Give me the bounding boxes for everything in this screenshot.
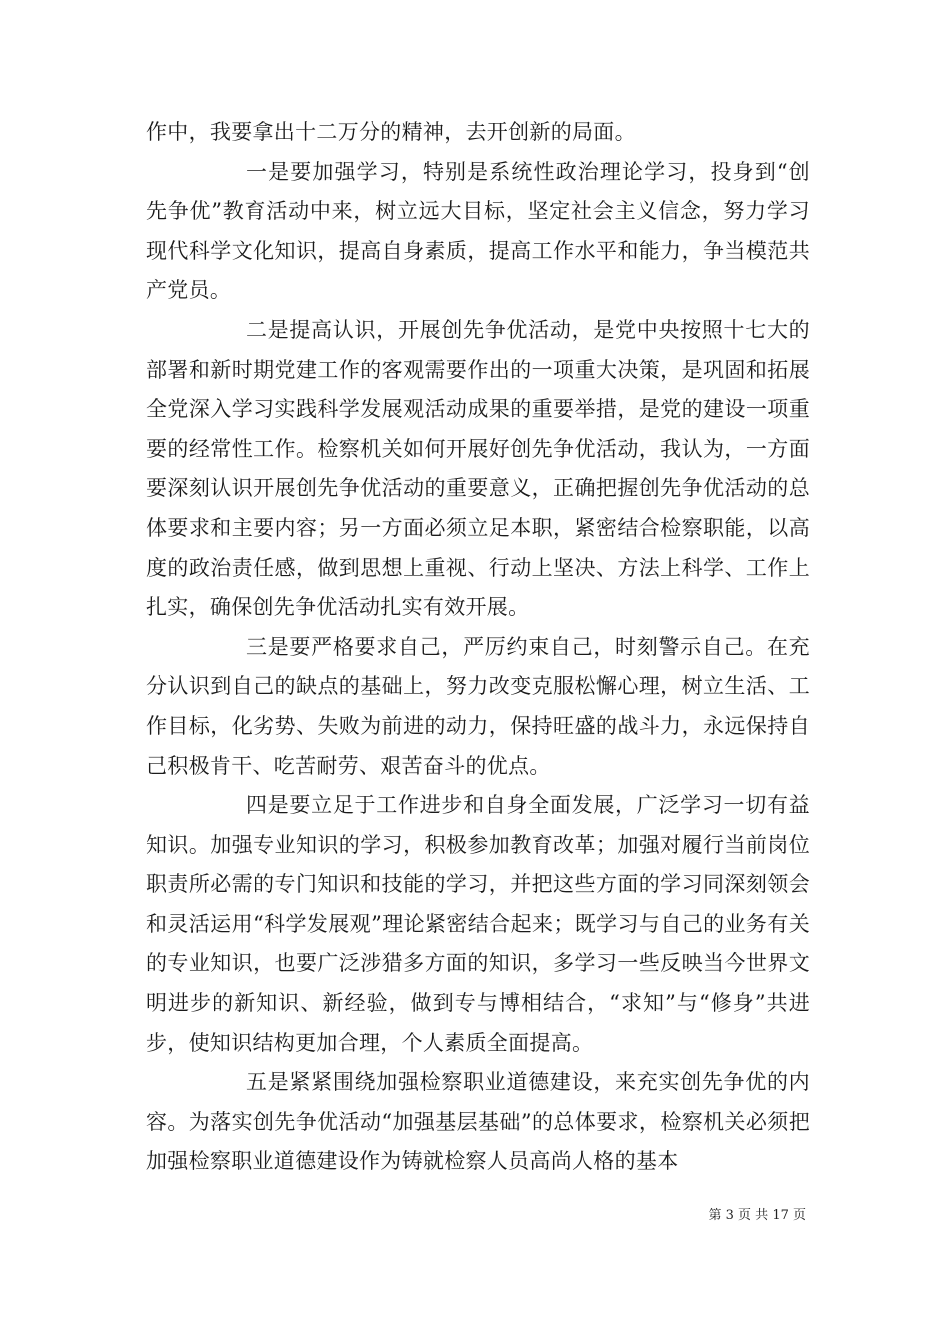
paragraph-continuation: 作中，我要拿出十二万分的精神，去开创新的局面。 xyxy=(146,120,636,144)
paragraph-point-four: 四是要立足于工作进步和自身全面发展，广泛学习一切有益知识。加强专业知识的学习，积极参加教育改革；加强对履行当前岗位职责所必需的专门知识和技能的学习，并把这些方面的学习同深刻领会和灵活运用“科学发展观”理论紧密结合起来；既学习与自己的业务有关的专业知识，也要广泛涉猎多方面的知识，多学习一些反映当今世界文明进步的新知识、新经验，做到专与博相结合，“求知”与“修身”共进步，使知识结构更加合理，个人素质全面提高。 xyxy=(146,793,810,1055)
paragraph-point-five: 五是紧紧围绕加强检察职业道德建设，来充实创先争优的内容。为落实创先争优活动“加强基层基础”的总体要求，检察机关必须把加强检察职业道德建设作为铸就检察人员高尚人格的基本 xyxy=(146,1070,810,1174)
page-number-footer: 第 3 页 共 17 页 xyxy=(708,1208,806,1223)
paragraph-point-one: 一是要加强学习，特别是系统性政治理论学习，投身到“创先争优”教育活动中来，树立远大目标，坚定社会主义信念，努力学习现代科学文化知识，提高自身素质，提高工作水平和能力，争当模范共产党员。 xyxy=(146,159,810,303)
paragraph-point-three: 三是要严格要求自己，严厉约束自己，时刻警示自己。在充分认识到自己的缺点的基础上，努力改变克服松懈心理，树立生活、工作目标，化劣势、失败为前进的动力，保持旺盛的战斗力，永远保持自己积极肯干、吃苦耐劳、艰苦奋斗的优点。 xyxy=(146,634,810,778)
document-body xyxy=(146,113,810,1182)
paragraph-point-two: 二是提高认识，开展创先争优活动，是党中央按照十七大的部署和新时期党建工作的客观需要作出的一项重大决策，是巩固和拓展全党深入学习实践科学发展观活动成果的重要举措，是党的建设一项重要的经常性工作。检察机关如何开展好创先争优活动，我认为，一方面要深刻认识开展创先争优活动的重要意义，正确把握创先争优活动的总体要求和主要内容；另一方面必须立足本职，紧密结合检察职能，以高度的政治责任感，做到思想上重视、行动上坚决、方法上科学、工作上扎实，确保创先争优活动扎实有效开展。 xyxy=(146,317,810,620)
